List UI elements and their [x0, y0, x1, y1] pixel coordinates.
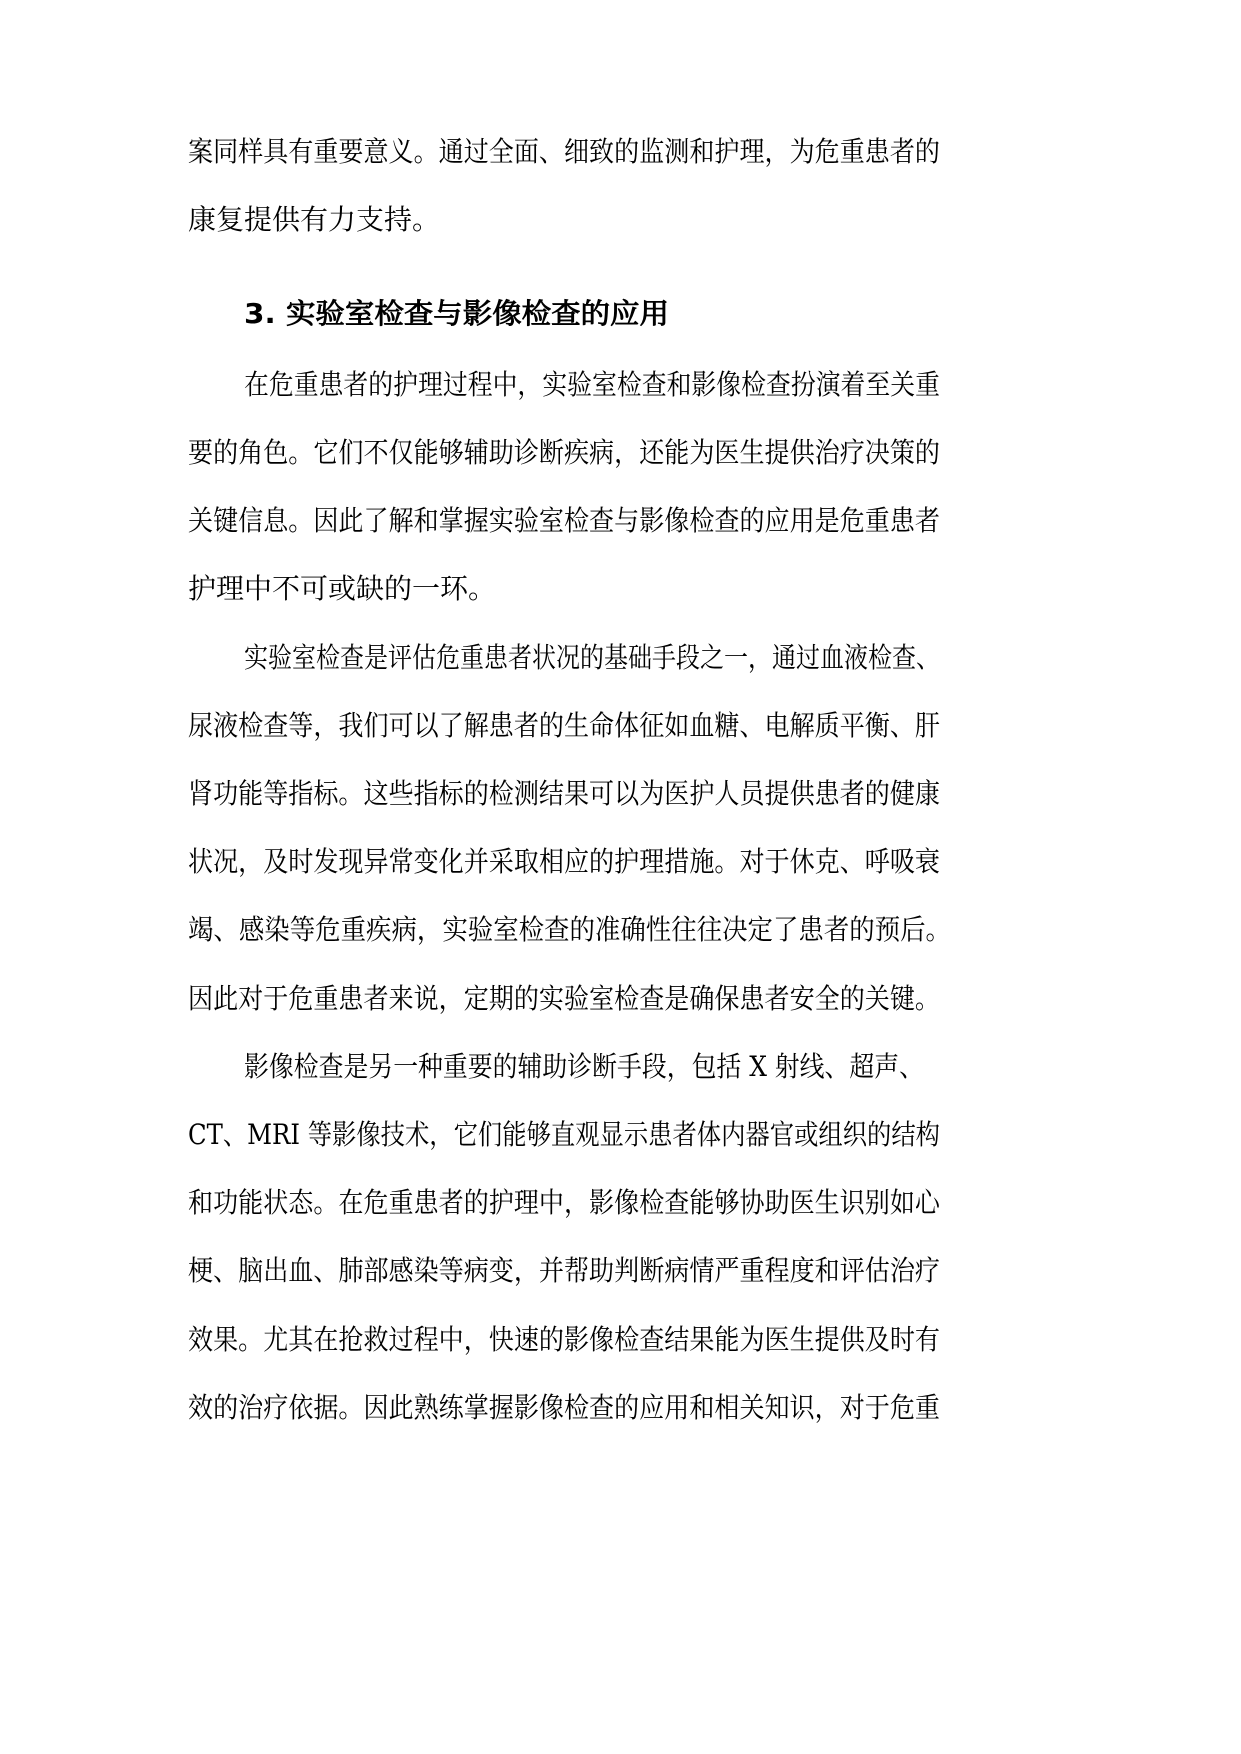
paragraph-line: 状况，及时发现异常变化并采取相应的护理措施。对于休克、呼吸衰 — [188, 845, 940, 878]
paragraph-line: 影像检查是另一种重要的辅助诊断手段，包括 X 射线、超声、 — [244, 1050, 924, 1083]
paragraph-line: 效的治疗依据。因此熟练掌握影像检查的应用和相关知识，对于危重 — [188, 1391, 940, 1424]
section-number: 3. — [244, 297, 276, 330]
paragraph-line: 尿液检查等，我们可以了解患者的生命体征如血糖、电解质平衡、肝 — [188, 709, 940, 742]
paragraph-line: 护理中不可或缺的一环。 — [188, 572, 497, 605]
paragraph-line: 要的角色。它们不仅能够辅助诊断疾病，还能为医生提供治疗决策的 — [188, 436, 940, 469]
paragraph-line: 因此对于危重患者来说，定期的实验室检查是确保患者安全的关键。 — [188, 982, 940, 1015]
paragraph-line: 梗、脑出血、肺部感染等病变，并帮助判断病情严重程度和评估治疗 — [188, 1254, 940, 1287]
paragraph-continuation-line: 案同样具有重要意义。通过全面、细致的监测和护理，为危重患者的 — [188, 135, 940, 168]
paragraph-line: 实验室检查是评估危重患者状况的基础手段之一，通过血液检查、 — [244, 641, 940, 674]
paragraph-line: 和功能状态。在危重患者的护理中，影像检查能够协助医生识别如心 — [188, 1186, 940, 1219]
section-title: 实验室检查与影像检查的应用 — [285, 297, 669, 330]
paragraph-continuation-line: 康复提供有力支持。 — [188, 203, 441, 236]
paragraph-line: 在危重患者的护理过程中，实验室检查和影像检查扮演着至关重 — [244, 368, 940, 401]
paragraph-line: 肾功能等指标。这些指标的检测结果可以为医护人员提供患者的健康 — [188, 777, 940, 810]
paragraph-line: CT、MRI 等影像技术，它们能够直观显示患者体内器官或组织的结构 — [188, 1118, 940, 1151]
section-heading — [0, 289, 1241, 339]
paragraph-line: 关键信息。因此了解和掌握实验室检查与影像检查的应用是危重患者 — [188, 504, 940, 537]
paragraph-line: 效果。尤其在抢救过程中，快速的影像检查结果能为医生提供及时有 — [188, 1323, 940, 1356]
paragraph-line: 竭、感染等危重疾病，实验室检查的准确性往往决定了患者的预后。 — [188, 913, 951, 946]
